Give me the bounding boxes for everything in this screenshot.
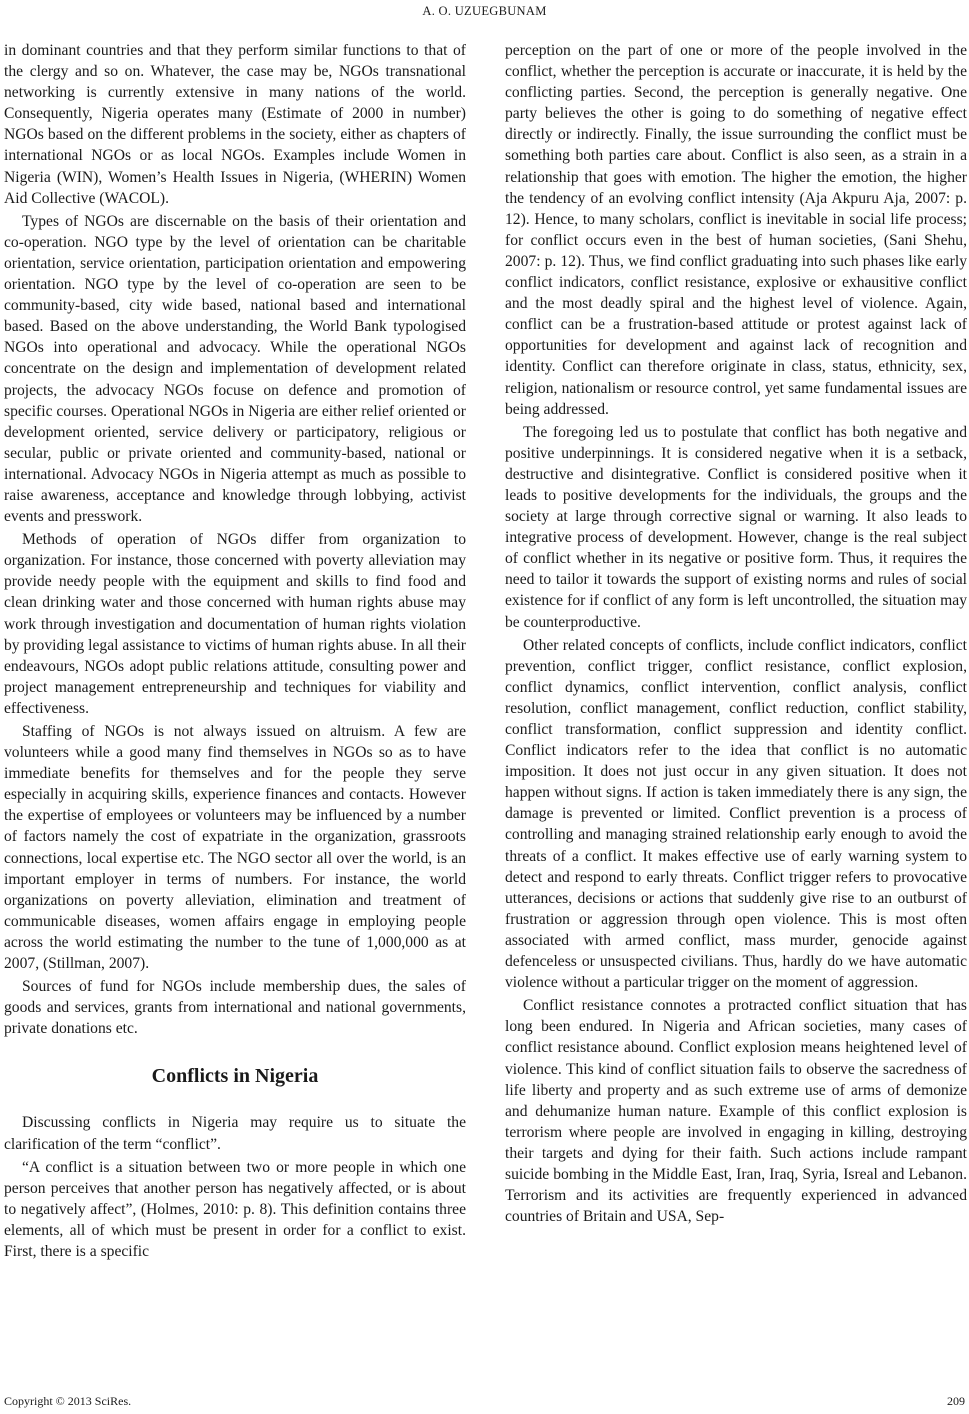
copyright-notice: Copyright © 2013 SciRes. [4,1394,132,1408]
paragraph: The foregoing led us to postulate that conflict has both negative and positive underpinnings. It is considered negative when it is a setback, destructive and disintegrative. Conflict is considered positive when it leads to positive developments for the individuals, the groups and the society at large through corrective signal or warning. It also leads to integrative process of development. However, change is the real subject of conflict whether in its negative or positive form. Thus, it requires the need to tailor it towards the support of existing norms and rules of social existence for if conflict of any form is left uncontrolled, the situation may be counterproductive. [505,423,967,631]
paragraph: perception on the part of one or more of the people involved in the conflict, whether the perception is accurate or inaccurate, it is held by the conflicting parties. Second, the perception is generally negative. One party believes the other is going to do something of negative effect directly or indirectly. Finally, the issue surrounding the conflict must be something both parties care about. Conflict is also seen, as a strain in a relationship that goes with emotion. The higher the emotion, the higher the tendency of an evolving conflict intensity (Aja Akpuru Aja, 2007: p. 12). Hence, to many scholars, conflict is inevitable in social life process; for conflict occurs even in the best of human societies, (Sani Shehu, 2007: p. 12). Thus, we find conflict graduating into such phases like early conflict indicators, conflict resistance, explosive or exhausitive conflict and the most deadly spiral and the highest level of violence. Again, conflict can be a frustration-based attitude or protest against lack of opportunities for development and against lack of recognition and identity. Conflict can therefore originate in class, status, ethnicity, sex, religion, nationalism or resource control, yet same fundamental issues are being addressed. [505,42,967,418]
paragraph: Conflict resistance connotes a protracted conflict situation that has long been endured. In Nigeria and African societies, many cases of conflict resistance abound. Conflict explosion means heightened level of violence. This kind of conflict situation fails to observe the sacredness of life liberty and property and as such extreme use of arms of demonize and dehumanize human nature. Example of this conflict explosion is terrorism where people are involved in engaging in killing, destroying their targets and dying for their faith. Such actions include rampant suicide bombing in the Middle East, Iran, Iraq, Syria, Isreal and Lebanon. Terrorism and its activities are frequently experienced in advanced countries of Britain and USA, Sep- [505,997,967,1226]
paragraph: “A conflict is a situation between two or more people in which one person perceives that another person has negatively affected, or is about to negatively affect”, (Holmes, 2010: p. 8). This definition contains three elements, all of which must be present in order for a conflict to exist. First, there is a specific [4,1158,466,1260]
page-number: 209 [947,1394,965,1408]
paragraph: Methods of operation of NGOs differ from organization to organization. For instance, those concerned with poverty alleviation may provide needy people with the equipment and skills to find food and clean drinking water and those concerned with human rights abuse may work through investigation and documentation of human rights violation by providing legal assistance to victims of human rights abuse. In all their endeavours, NGOs adopt public relations attitude, consulting power and project management entrepreneurship and techniques for viability and effectiveness. [4,531,466,717]
paragraph: Other related concepts of conflicts, include conflict indicators, conflict prevention, conflict trigger, conflict resistance, conflict explosion, conflict dynamics, conflict intervention, conflict analysis, conflict resolution, conflict management, conflict reduction, conflict stability, conflict transformation, conflict suppression and identity conflict. Conflict indicators refer to the idea that conflict is no automatic imposition. It does not just occur in any given situation. It does not happen without signs. If action is taken immediately there is any sign, the damage is prevented or limited. Conflict prevention is a process of controlling and managing strained relationship early enough to avoid the threats of a conflict. It makes effective use of early warning system to detect and respond to early threats. Conflict trigger refers to provocative utterances, decisions or actions that suddenly give rise to an outburst of frustration or aggression through open violence. This is most often associated with armed conflict, mass murder, genocide against defenceless or unsuspected civilians. Thus, hardly do we have automatic violence without a particular trigger on the moment of aggression. [505,636,967,992]
section-heading: Conflicts in Nigeria [151,1065,319,1088]
right-column [505,40,967,1229]
running-header: A. O. UZUEGBUNAM [422,4,547,18]
paragraph: Staffing of NGOs is not always issued on altruism. A few are volunteers while a good many find themselves in NGOs so as to have immediate benefits for themselves and for the people they serve especially in acquiring skills, experience finances and contacts. However the expertise of employees or volunteers may be influenced by a number of factors namely the cost of expatriate in the organization, grassroots connections, local expertise etc. The NGO sector all over the world, is an important employer in terms of numbers. For instance, the world organizations on poverty alleviation, elimination and treatment of communicable diseases, women affairs engage in employing people across the world estimating the number to the tune of 1,000,000 as at 2007, (Stillman, 2007). [4,723,466,973]
paragraph: Sources of fund for NGOs include membership dues, the sales of goods and services, grants from international and national governments, private donations etc. [4,978,466,1038]
paragraph: Types of NGOs are discernable on the basis of their orientation and co-operation. NGO type by the level of orientation can be charitable orientation, service orientation, participation orientation and empowering orientation. NGO type by the level of co-operation are seen to be community-based, city wide based, national based and international based. Based on the above understanding, the World Bank typologised NGOs into operational and advocacy. While the operational NGOs concentrate on the design and implementation of development related projects, the advocacy NGOs focuse on defence and promotion of specific courses. Operational NGOs in Nigeria are either relief oriented or development oriented, service delivery or participatory, religious or secular, public or private oriented and community-based, national or international. Advocacy NGOs in Nigeria attempt as much as possible to raise awareness, acceptance and knowledge through lobbying, activist events and presswork. [4,212,466,526]
left-column [4,40,466,1264]
paragraph: in dominant countries and that they perform similar functions to that of the clergy and so on. Whatever, the case may be, NGOs transnational networking is currently extensive in many nations of the world. Consequently, Nigeria operates many (Estimate of 2000 in number) NGOs based on the different problems in the society, either as chapters of international NGOs or as local NGOs. Examples include Women in Nigeria (WIN), Women’s Health Issues in Nigeria, (WHERIN) Women Aid Collective (WACOL). [4,42,466,207]
paragraph: Discussing conflicts in Nigeria may require us to situate the clarification of the term “conflict”. [4,1114,466,1153]
